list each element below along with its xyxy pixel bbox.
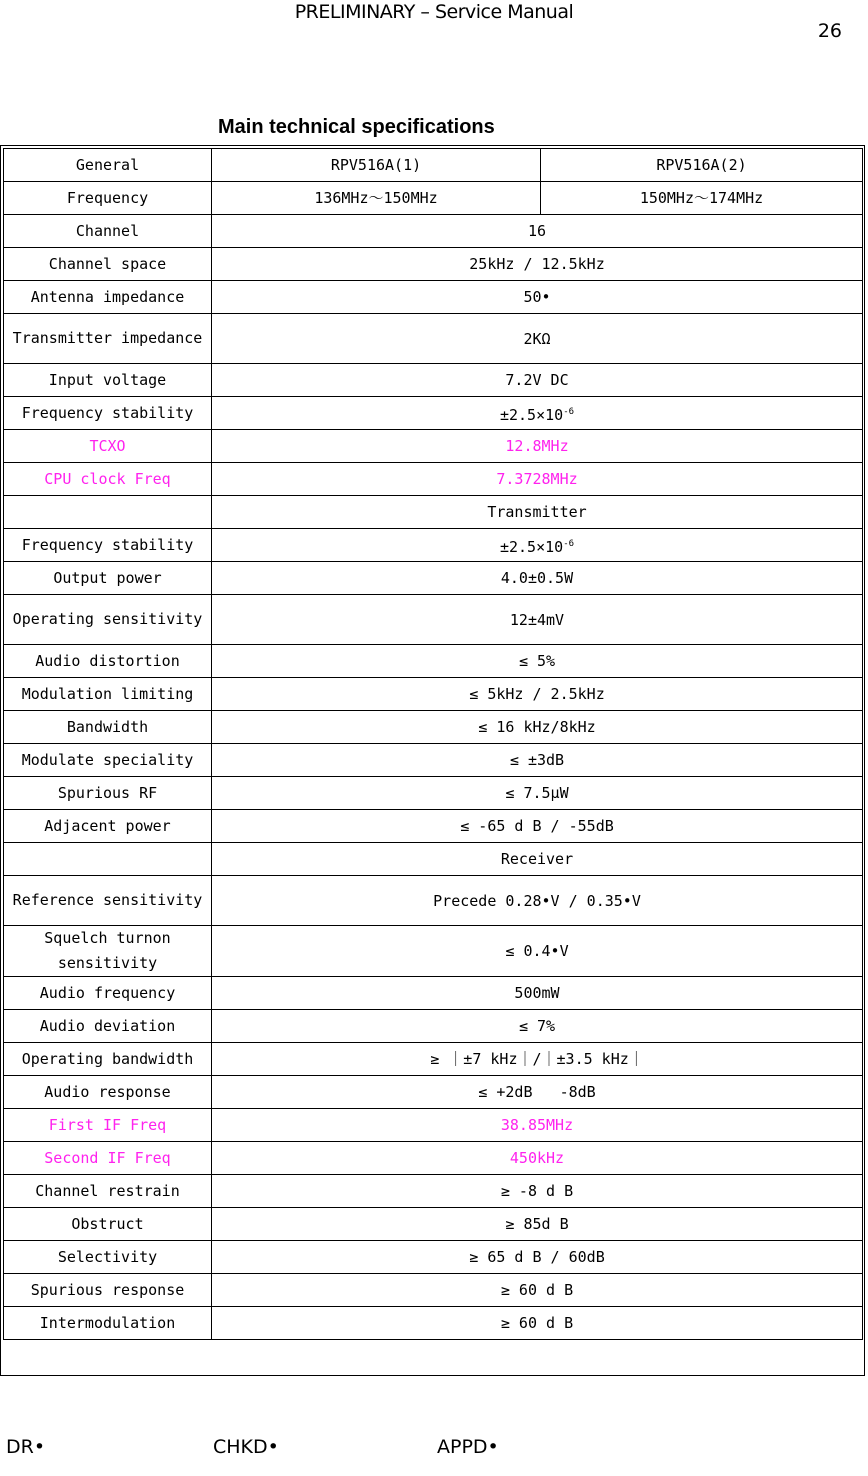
row-label: Operating sensitivity <box>4 595 212 645</box>
table-row <box>4 1043 863 1076</box>
row-label: Audio response <box>4 1076 212 1109</box>
row-label: Frequency <box>4 182 212 215</box>
table-row <box>4 1076 863 1109</box>
table-row <box>4 926 863 977</box>
table-row <box>4 463 863 496</box>
table-row <box>4 562 863 595</box>
table-row <box>4 1175 863 1208</box>
row-label: Second IF Freq <box>4 1142 212 1175</box>
row-label: Modulation limiting <box>4 678 212 711</box>
row-label: CPU clock Freq <box>4 463 212 496</box>
row-label: Frequency stability <box>4 529 212 562</box>
table-row <box>4 215 863 248</box>
row-value: 4.0±0.5W <box>212 562 863 595</box>
row-label: Operating bandwidth <box>4 1043 212 1076</box>
table-row <box>4 314 863 364</box>
row-value: 500mW <box>212 977 863 1010</box>
row-label: Spurious RF <box>4 777 212 810</box>
row-label: Input voltage <box>4 364 212 397</box>
row-value: ≤ 16 kHz/8kHz <box>212 711 863 744</box>
row-value: 38.85MHz <box>212 1109 863 1142</box>
row-label: Frequency stability <box>4 397 212 430</box>
spec-title: Main technical specifications <box>218 116 495 138</box>
section-heading: Transmitter <box>212 496 863 529</box>
table-row <box>4 711 863 744</box>
row-label: Adjacent power <box>4 810 212 843</box>
row-value: 12.8MHz <box>212 430 863 463</box>
footer-chkd: CHKD• <box>213 1436 279 1458</box>
row-value: ≤ ±3dB <box>212 744 863 777</box>
row-value: ≤ 5kHz / 2.5kHz <box>212 678 863 711</box>
row-value: 450kHz <box>212 1142 863 1175</box>
table-row <box>4 281 863 314</box>
row-value <box>212 397 863 430</box>
footer-appd: APPD• <box>437 1436 499 1458</box>
row-label: First IF Freq <box>4 1109 212 1142</box>
row-label: Channel <box>4 215 212 248</box>
row-label: Channel restrain <box>4 1175 212 1208</box>
table-row <box>4 645 863 678</box>
row-label: Intermodulation <box>4 1307 212 1340</box>
table-row <box>4 595 863 645</box>
spec-table-frame <box>0 145 865 1376</box>
row-label: Reference sensitivity <box>4 876 212 926</box>
row-label: Selectivity <box>4 1241 212 1274</box>
table-row <box>4 248 863 281</box>
spec-table <box>3 148 863 1340</box>
row-label: Modulate speciality <box>4 744 212 777</box>
table-row <box>4 1142 863 1175</box>
row-label: Antenna impedance <box>4 281 212 314</box>
page-number: 26 <box>817 20 842 42</box>
table-row <box>4 810 863 843</box>
row-label: Channel space <box>4 248 212 281</box>
row-value: ≤ 5% <box>212 645 863 678</box>
row-value: ≤ 7% <box>212 1010 863 1043</box>
value-text: ±2.5×10 <box>499 405 564 424</box>
row-value: 12±4mV <box>212 595 863 645</box>
row-value: ≥ -8 d B <box>212 1175 863 1208</box>
table-row <box>4 977 863 1010</box>
row-value: ≥ ｜±7 kHz｜/｜±3.5 kHz｜ <box>212 1043 863 1076</box>
table-row <box>4 430 863 463</box>
row-value: 136MHz～150MHz <box>212 182 541 215</box>
section-row-receiver <box>4 843 863 876</box>
row-label: Audio frequency <box>4 977 212 1010</box>
row-label: Obstruct <box>4 1208 212 1241</box>
row-label: Output power <box>4 562 212 595</box>
table-row <box>4 364 863 397</box>
row-label: Squelch turnon sensitivity <box>4 926 212 977</box>
row-value: ≤ 0.4•V <box>212 926 863 977</box>
row-value: 7.2V DC <box>212 364 863 397</box>
table-row <box>4 744 863 777</box>
value-exponent: -6 <box>563 406 575 417</box>
table-row <box>4 1109 863 1142</box>
table-row <box>4 1208 863 1241</box>
footer-dr: DR• <box>6 1436 46 1458</box>
value-exponent: -6 <box>563 538 575 549</box>
row-value: ≤ -65 d B / -55dB <box>212 810 863 843</box>
row-value <box>212 529 863 562</box>
row-value: 25kHz / 12.5kHz <box>212 248 863 281</box>
row-value: ≥ 65 d B / 60dB <box>212 1241 863 1274</box>
row-label-empty <box>4 496 212 529</box>
row-value: 16 <box>212 215 863 248</box>
head-model-2: RPV516A(2) <box>541 149 863 182</box>
row-value: 2KΩ <box>212 314 863 364</box>
table-head-row <box>4 149 863 182</box>
table-row <box>4 1274 863 1307</box>
row-value: ≤ 7.5μW <box>212 777 863 810</box>
row-value: 150MHz～174MHz <box>541 182 863 215</box>
section-row-transmitter <box>4 496 863 529</box>
row-value: ≥ 60 d B <box>212 1307 863 1340</box>
table-row <box>4 678 863 711</box>
head-general: General <box>4 149 212 182</box>
row-label: TCXO <box>4 430 212 463</box>
table-row <box>4 397 863 430</box>
row-value: ≤ +2dB -8dB <box>212 1076 863 1109</box>
row-value: 50• <box>212 281 863 314</box>
page-footer <box>0 1436 868 1476</box>
row-value: Precede 0.28•V / 0.35•V <box>212 876 863 926</box>
row-label: Audio distortion <box>4 645 212 678</box>
table-row <box>4 777 863 810</box>
table-row <box>4 1307 863 1340</box>
row-label: Transmitter impedance <box>4 314 212 364</box>
table-row <box>4 1010 863 1043</box>
row-value: ≥ 60 d B <box>212 1274 863 1307</box>
table-row <box>4 1241 863 1274</box>
row-value: ≥ 85d B <box>212 1208 863 1241</box>
table-row <box>4 529 863 562</box>
row-label: Bandwidth <box>4 711 212 744</box>
head-model-1: RPV516A(1) <box>212 149 541 182</box>
table-row <box>4 182 863 215</box>
section-heading: Receiver <box>212 843 863 876</box>
value-text: ±2.5×10 <box>499 537 564 556</box>
row-label: Audio deviation <box>4 1010 212 1043</box>
row-label: Spurious response <box>4 1274 212 1307</box>
page-header: PRELIMINARY – Service Manual <box>294 1 574 23</box>
row-label-empty <box>4 843 212 876</box>
table-row <box>4 876 863 926</box>
row-value: 7.3728MHz <box>212 463 863 496</box>
